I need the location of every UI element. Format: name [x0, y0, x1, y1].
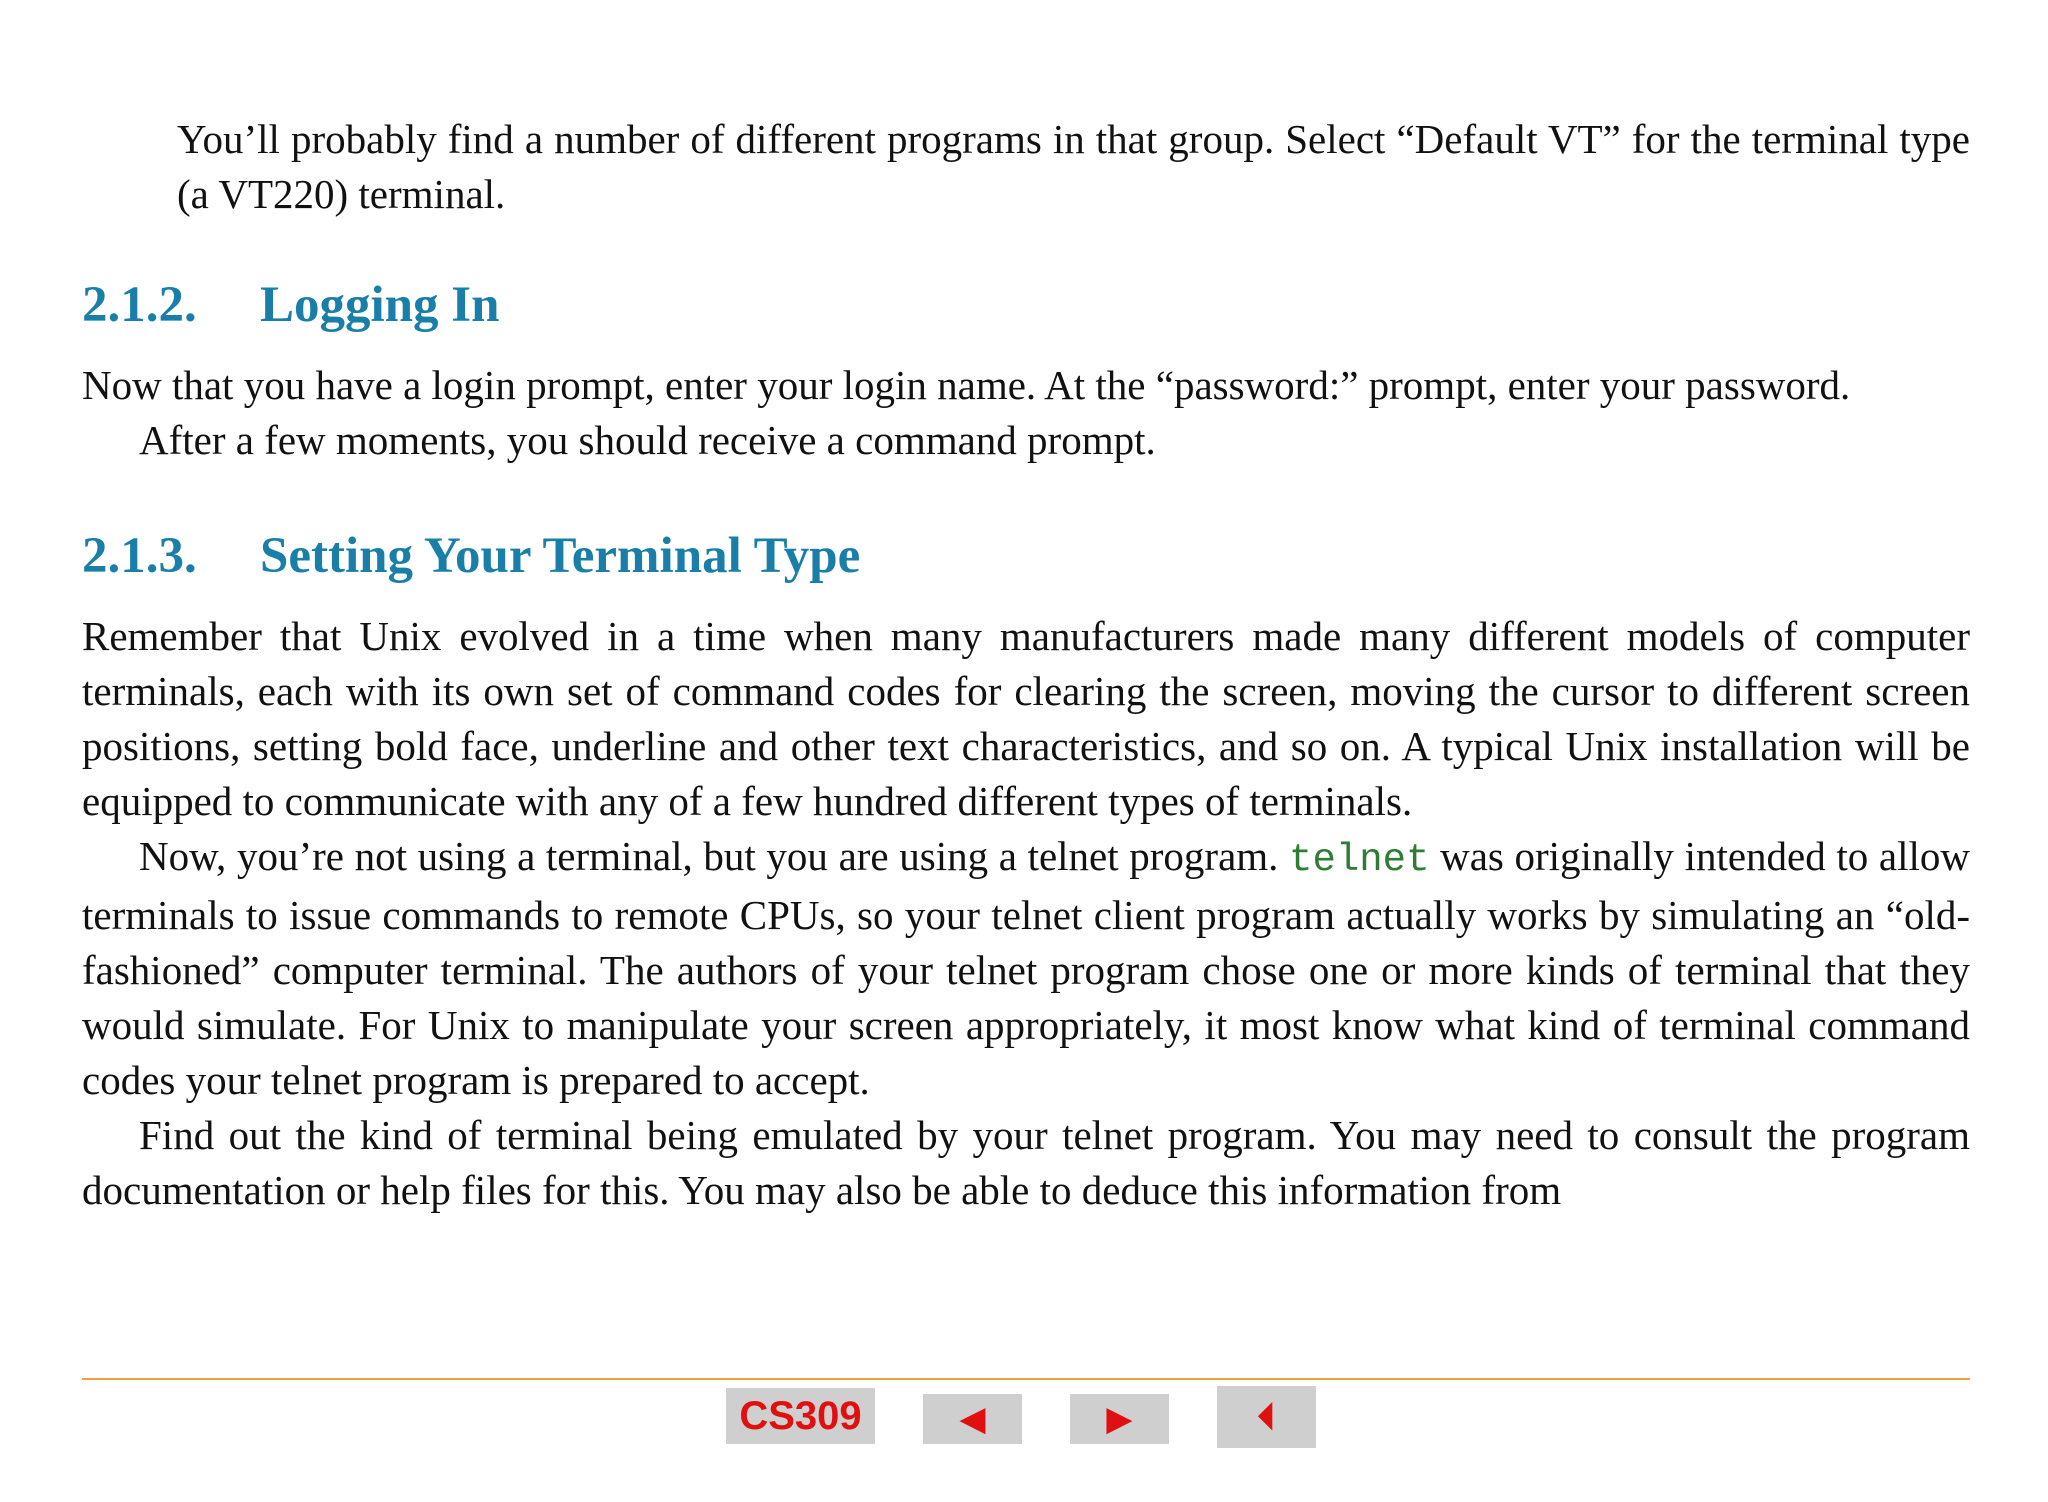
course-home-button[interactable]: CS309	[726, 1388, 875, 1444]
section-heading-terminal-type	[82, 525, 1970, 587]
triangle-right-icon: ▶	[1106, 1399, 1133, 1439]
back-button[interactable]	[1217, 1386, 1316, 1448]
terminal-type-paragraph-3: Find out the kind of terminal being emulated by your telnet program. You may need to consult the program documentation or help files for this. You may also be able to deduce this information from	[82, 1112, 1970, 1213]
intro-paragraph: You’ll probably find a number of different programs in that group. Select “Default VT” for the terminal type (a VT220) terminal.	[177, 116, 1970, 217]
document-page	[82, 112, 1970, 1218]
paragraph-text: Now, you’re not using a terminal, but you are using a telnet program.	[139, 833, 1290, 879]
triangle-left-icon: ◀	[959, 1399, 986, 1439]
section-number: 2.1.2.	[82, 277, 197, 333]
telnet-code: telnet	[1289, 838, 1430, 882]
section-title: Logging In	[260, 277, 500, 333]
next-page-button[interactable]	[1070, 1394, 1169, 1444]
section-number: 2.1.3.	[82, 528, 197, 584]
footer-divider	[82, 1378, 1970, 1380]
paragraph-text: was originally intended to allow terminals to issue commands to remote CPUs, so your telnet client program actually works by simulating an “old-fashioned” computer terminal. The authors of your telnet program chose one or more kinds of terminal that they would simulate. For Unix to manipulate your screen appropriately, it most know what kind of terminal command codes your telnet program is prepared to accept.	[82, 833, 1970, 1103]
terminal-type-paragraph-1: Remember that Unix evolved in a time when many manufacturers made many different models of computer terminals, each with its own set of command codes for clearing the screen, moving the cursor to different screen positions, setting bold face, underline and other text characteristics, and so on. A typical Unix installation will be equipped to communicate with any of a few hundred different types of terminals.	[82, 613, 1970, 824]
back-arrow-icon: ⏴	[1256, 1394, 1277, 1440]
logging-in-paragraph-1: Now that you have a login prompt, enter your login name. At the “password:” prompt, enter your password.	[82, 362, 1851, 408]
terminal-type-paragraph-2	[82, 829, 1970, 1108]
logging-in-paragraph-2: After a few moments, you should receive a command prompt.	[139, 417, 1156, 463]
previous-page-button[interactable]	[923, 1394, 1022, 1444]
section-heading-logging-in	[82, 274, 1970, 336]
section-title: Setting Your Terminal Type	[260, 528, 861, 584]
